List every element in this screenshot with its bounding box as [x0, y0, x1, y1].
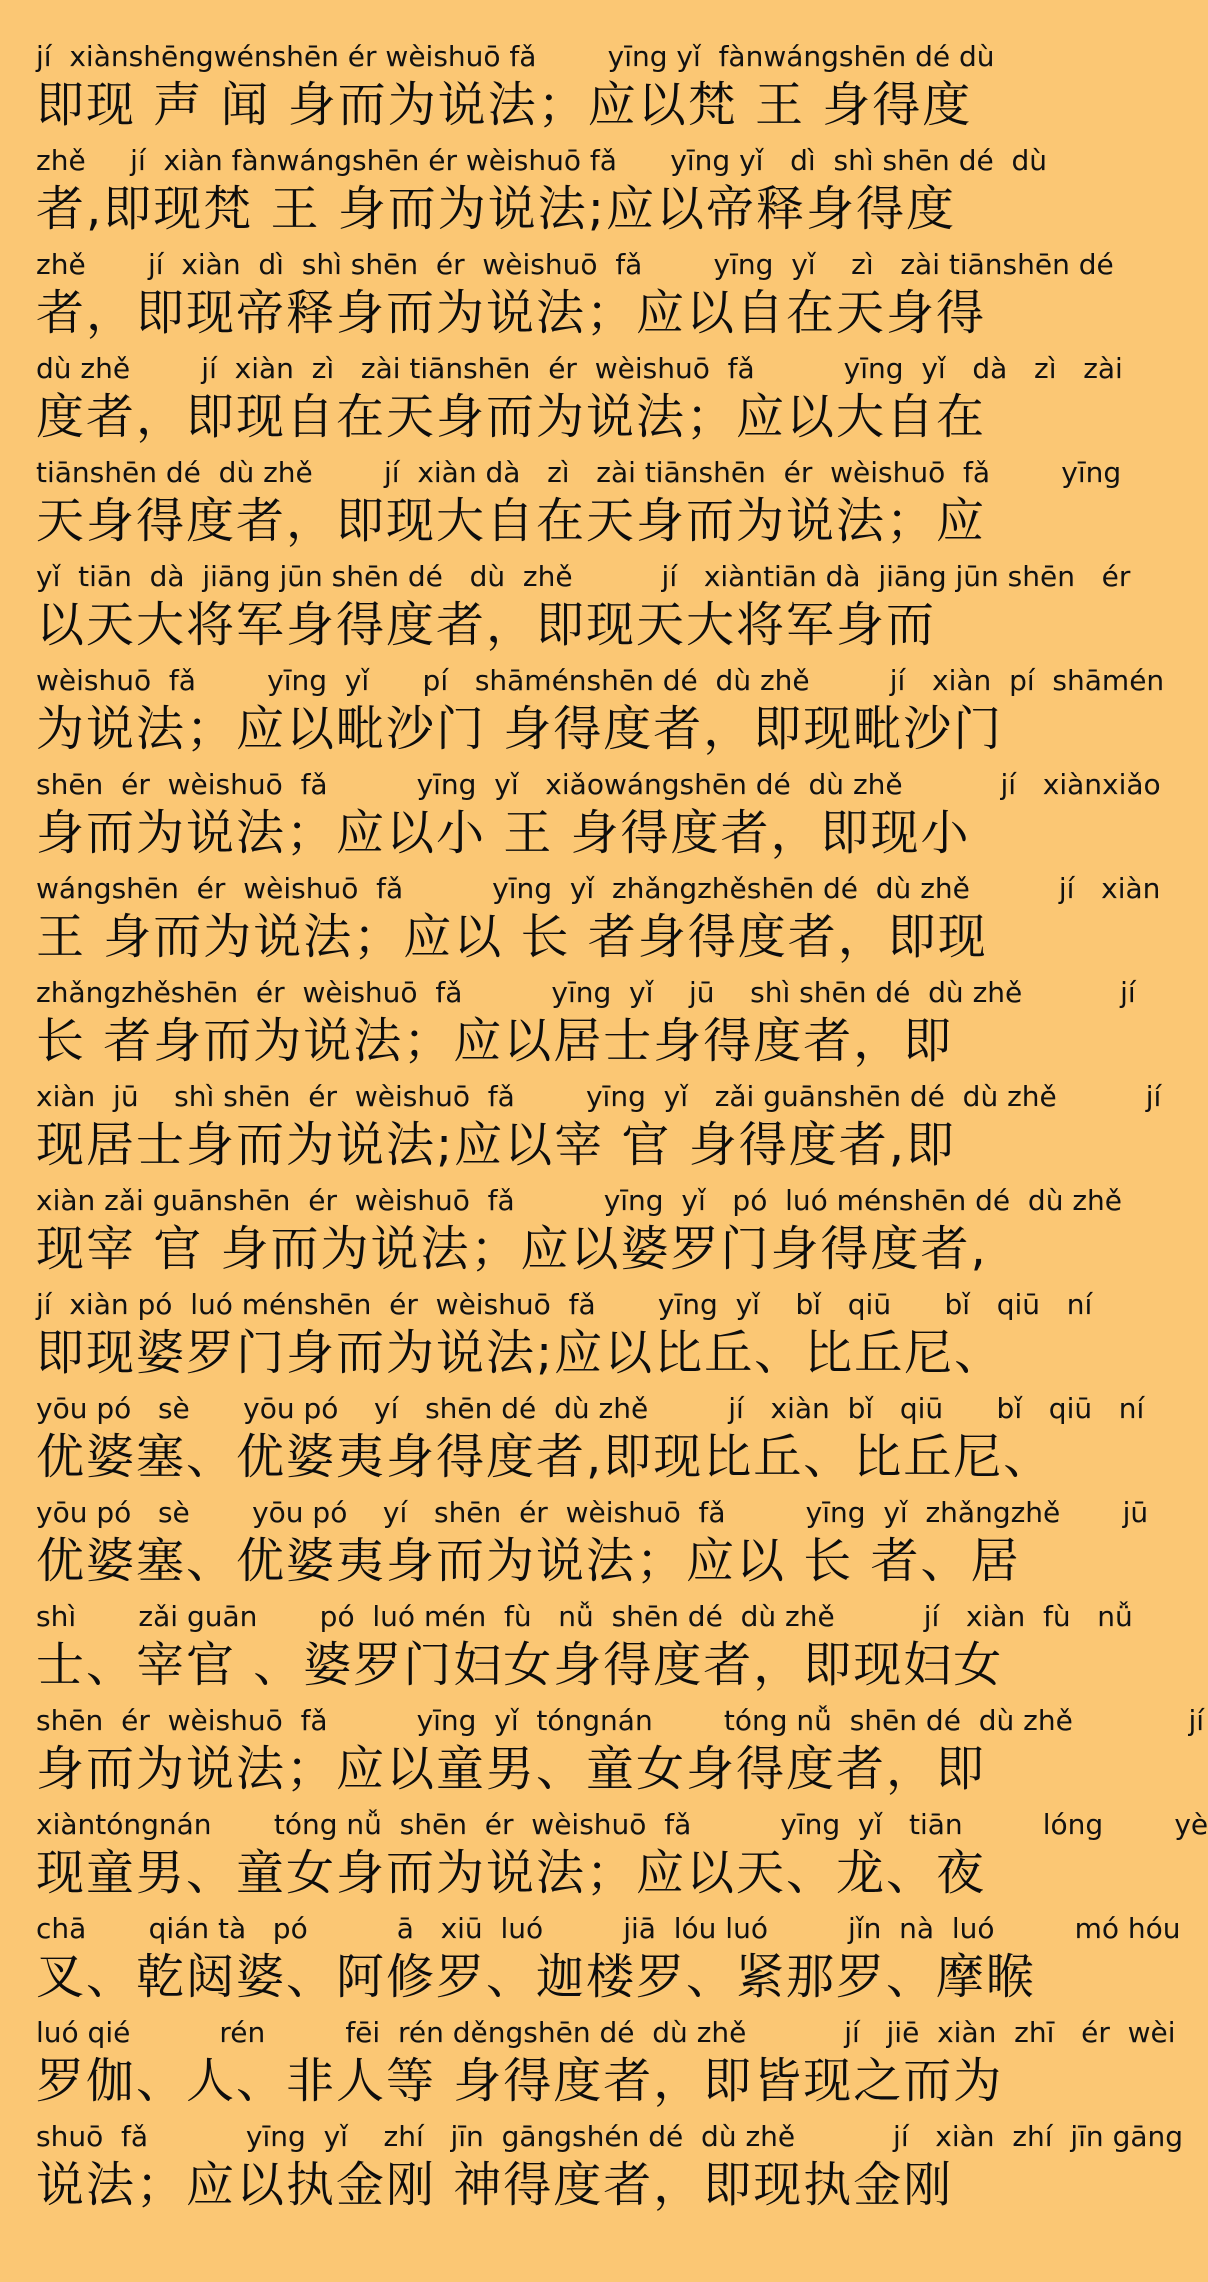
hanzi-line: 说法；应以执金刚 神得度者，即现执金刚 — [36, 2157, 954, 2213]
text-line — [36, 456, 1122, 560]
pinyin-line: zhě jí xiàn fànwángshēn ér wèishuō fǎ yīng yǐ dì shì shēn dé dù — [36, 144, 1048, 177]
pinyin-line: chā qián tà pó ā xiū luó jiā lóu luó jǐn nà luó mó hóu — [36, 1912, 1181, 1945]
pinyin-line: xiàn zǎi guānshēn ér wèishuō fǎ yīng yǐ pó luó ménshēn dé dù zhě — [36, 1184, 1123, 1217]
text-line — [36, 664, 1165, 768]
hanzi-line: 罗伽、人、非人等 身得度者，即皆现之而为 — [36, 2053, 1004, 2109]
text-line — [36, 144, 1048, 248]
text-line — [36, 1704, 1205, 1808]
hanzi-line: 身而为说法；应以童男、童女身得度者，即 — [36, 1741, 987, 1797]
pinyin-line: tiānshēn dé dù zhě jí xiàn dà zì zài tiānshēn ér wèishuō fǎ yīng — [36, 456, 1122, 489]
pinyin-line: xiàn jū shì shēn ér wèishuō fǎ yīng yǐ zǎi guānshēn dé dù zhě jí — [36, 1080, 1162, 1113]
pinyin-line: jí xiànshēngwénshēn ér wèishuō fǎ yīng yǐ fànwángshēn dé dù — [36, 40, 995, 73]
hanzi-line: 长 者身而为说法；应以居士身得度者，即 — [36, 1013, 954, 1069]
text-line — [36, 560, 1131, 664]
text-line — [36, 1600, 1133, 1704]
hanzi-line: 者,即现梵 王 身而为说法;应以帝释身得度 — [36, 181, 956, 237]
pinyin-line: shì zǎi guān pó luó mén fù nǚ shēn dé dù zhě jí xiàn fù nǚ — [36, 1600, 1133, 1633]
hanzi-line: 叉、乾闼婆、阿修罗、迦楼罗、紧那罗、摩睺 — [36, 1949, 1037, 2005]
pinyin-line: yǐ tiān dà jiāng jūn shēn dé dù zhě jí xiàntiān dà jiāng jūn shēn ér — [36, 560, 1131, 593]
text-line — [36, 2120, 1184, 2224]
hanzi-line: 士、宰官 、婆罗门妇女身得度者，即现妇女 — [36, 1637, 1004, 1693]
hanzi-line: 身而为说法；应以小 王 身得度者，即现小 — [36, 805, 971, 861]
hanzi-line: 度者，即现自在天身而为说法；应以大自在 — [36, 389, 987, 445]
text-line — [36, 1288, 1093, 1392]
text-line — [36, 1184, 1123, 1288]
pinyin-line: xiàntóngnán tóng nǚ shēn ér wèishuō fǎ yīng yǐ tiān lóng yè — [36, 1808, 1208, 1841]
pinyin-line: yōu pó sè yōu pó yí shēn ér wèishuō fǎ yīng yǐ zhǎngzhě jū — [36, 1496, 1149, 1529]
pinyin-line: wèishuō fǎ yīng yǐ pí shāménshēn dé dù zhě jí xiàn pí shāmén — [36, 664, 1165, 697]
text-line — [36, 1808, 1208, 1912]
pinyin-line: wángshēn ér wèishuō fǎ yīng yǐ zhǎngzhěshēn dé dù zhě jí xiàn — [36, 872, 1161, 905]
hanzi-line: 现居士身而为说法;应以宰 官 身得度者,即 — [36, 1117, 956, 1173]
text-line — [36, 352, 1123, 456]
text-line — [36, 976, 1136, 1080]
pinyin-line: luó qié rén fēi rén děngshēn dé dù zhě jí jiē xiàn zhī ér wèi — [36, 2016, 1176, 2049]
hanzi-line: 王 身而为说法；应以 长 者身得度者，即现 — [36, 909, 988, 965]
text-line — [36, 1496, 1149, 1600]
pinyin-line: shuō fǎ yīng yǐ zhí jīn gāngshén dé dù zhě jí xiàn zhí jīn gāng — [36, 2120, 1184, 2153]
text-line — [36, 1080, 1162, 1184]
pinyin-line: shēn ér wèishuō fǎ yīng yǐ xiǎowángshēn dé dù zhě jí xiànxiǎo — [36, 768, 1161, 801]
hanzi-line: 即现婆罗门身而为说法;应以比丘、比丘尼、 — [36, 1325, 1005, 1381]
hanzi-line: 以天大将军身得度者，即现天大将军身而 — [36, 597, 937, 653]
text-line — [36, 248, 1114, 352]
text-line — [36, 1912, 1181, 2016]
text-line — [36, 2016, 1176, 2120]
pinyin-line: zhě jí xiàn dì shì shēn ér wèishuō fǎ yīng yǐ zì zài tiānshēn dé — [36, 248, 1114, 281]
pinyin-line: jí xiàn pó luó ménshēn ér wèishuō fǎ yīng yǐ bǐ qiū bǐ qiū ní — [36, 1288, 1093, 1321]
hanzi-line: 优婆塞、优婆夷身而为说法；应以 长 者、居 — [36, 1533, 1021, 1589]
hanzi-line: 天身得度者，即现大自在天身而为说法；应 — [36, 493, 987, 549]
text-line — [36, 1392, 1145, 1496]
hanzi-line: 者，即现帝释身而为说法；应以自在天身得 — [36, 285, 987, 341]
text-line — [36, 40, 1044, 144]
text-line — [36, 872, 1161, 976]
pinyin-line: dù zhě jí xiàn zì zài tiānshēn ér wèishuō fǎ yīng yǐ dà zì zài — [36, 352, 1123, 385]
pinyin-line: shēn ér wèishuō fǎ yīng yǐ tóngnán tóng nǚ shēn dé dù zhě jí — [36, 1704, 1205, 1737]
pinyin-line: yōu pó sè yōu pó yí shēn dé dù zhě jí xiàn bǐ qiū bǐ qiū ní — [36, 1392, 1145, 1425]
hanzi-line: 现童男、童女身而为说法；应以天、龙、夜 — [36, 1845, 987, 1901]
hanzi-line: 为说法；应以毗沙门 身得度者，即现毗沙门 — [36, 701, 1004, 757]
hanzi-line: 即现 声 闻 身而为说法；应以梵 王 身得度 — [36, 77, 973, 133]
hanzi-line: 优婆塞、优婆夷身得度者,即现比丘、比丘尼、 — [36, 1429, 1054, 1485]
text-line — [36, 768, 1161, 872]
hanzi-line: 现宰 官 身而为说法；应以婆罗门身得度者, — [36, 1221, 988, 1277]
pinyin-line: zhǎngzhěshēn ér wèishuō fǎ yīng yǐ jū shì shēn dé dù zhě jí — [36, 976, 1136, 1009]
